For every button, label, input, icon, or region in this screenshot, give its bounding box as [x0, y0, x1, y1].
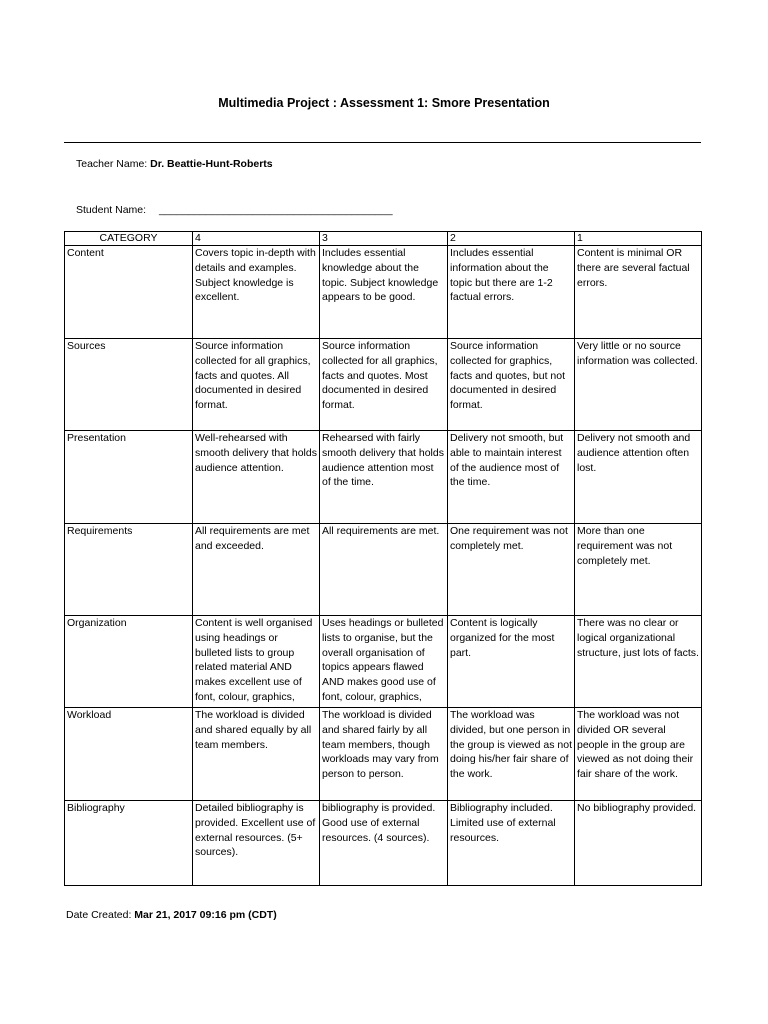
criteria-cell: Source information collected for all graphics, facts and quotes. All documented in desired format. [193, 339, 320, 431]
criteria-cell: Delivery not smooth and audience attention often lost. [575, 431, 702, 524]
category-cell: Content [65, 246, 193, 339]
criteria-cell [193, 616, 320, 708]
criteria-cell: Content is minimal OR there are several factual errors. [575, 246, 702, 339]
criteria-cell: No bibliography provided. [575, 801, 702, 886]
criteria-cell: All requirements are met and exceeded. [193, 524, 320, 616]
header-category: CATEGORY [65, 232, 193, 246]
criteria-cell: Bibliography included. Limited use of external resources. [448, 801, 575, 886]
student-name-blank: ________________________________________ [158, 204, 393, 216]
criteria-cell: The workload was not divided OR several people in the group are viewed as not doing their fair share of the work. [575, 708, 702, 801]
cell-text: Content is well organised using headings or bulleted lists to group related material AND makes excellent use of font, colour, graphics, [195, 617, 313, 703]
criteria-cell: The workload is divided and shared equally by all team members. [193, 708, 320, 801]
teacher-name-label: Teacher Name: [76, 158, 148, 170]
criteria-cell: More than one requirement was not completely met. [575, 524, 702, 616]
category-cell: Workload [65, 708, 193, 801]
date-created-line [66, 909, 277, 921]
criteria-cell: The workload is divided and shared fairly by all team members, though workloads may vary from person to person. [320, 708, 448, 801]
category-cell: Bibliography [65, 801, 193, 886]
criteria-cell: Delivery not smooth, but able to maintain interest of the audience most of the time. [448, 431, 575, 524]
table-row [65, 246, 702, 339]
header-score-3: 3 [320, 232, 448, 246]
cell-text: Uses headings or bulleted lists to organise, but the overall organisation of topics appears flawed AND makes good use of font, colour, graphics, [322, 617, 444, 703]
criteria-cell [448, 616, 575, 708]
cell-text: Organization [67, 617, 127, 629]
table-row [65, 708, 702, 801]
date-created-label: Date Created: [66, 909, 132, 921]
table-row [65, 801, 702, 886]
title-divider [64, 142, 701, 143]
criteria-cell: Includes essential knowledge about the topic. Subject knowledge appears to be good. [320, 246, 448, 339]
criteria-cell: Very little or no source information was collected. [575, 339, 702, 431]
cell-text: There was no clear or logical organizational structure, just lots of facts. [577, 617, 699, 659]
category-cell: Requirements [65, 524, 193, 616]
rubric-header-row [65, 232, 702, 246]
criteria-cell: Detailed bibliography is provided. Excellent use of external resources. (5+ sources). [193, 801, 320, 886]
criteria-cell: bibliography is provided. Good use of external resources. (4 sources). [320, 801, 448, 886]
student-name-label: Student Name: [76, 204, 147, 216]
cell-text: Content is logically organized for the most part. [450, 617, 555, 659]
criteria-cell: Rehearsed with fairly smooth delivery that holds audience attention most of the time. [320, 431, 448, 524]
category-cell [65, 616, 193, 708]
category-cell: Sources [65, 339, 193, 431]
header-score-2: 2 [448, 232, 575, 246]
criteria-cell: Well-rehearsed with smooth delivery that holds audience attention. [193, 431, 320, 524]
criteria-cell: Includes essential information about the topic but there are 1-2 factual errors. [448, 246, 575, 339]
student-name-line [76, 204, 393, 216]
criteria-cell: Source information collected for all graphics, facts and quotes. Most documented in desired format. [320, 339, 448, 431]
category-cell: Presentation [65, 431, 193, 524]
criteria-cell: One requirement was not completely met. [448, 524, 575, 616]
criteria-cell: Covers topic in-depth with details and examples. Subject knowledge is excellent. [193, 246, 320, 339]
teacher-name-line [76, 158, 273, 170]
teacher-name-value: Dr. Beattie-Hunt-Roberts [150, 158, 273, 170]
criteria-cell [320, 616, 448, 708]
date-created-value: Mar 21, 2017 09:16 pm (CDT) [134, 909, 277, 921]
criteria-cell: All requirements are met. [320, 524, 448, 616]
table-row [65, 431, 702, 524]
table-row [65, 524, 702, 616]
rubric-table [64, 231, 702, 886]
criteria-cell: The workload was divided, but one person in the group is viewed as not doing his/her fair share of the work. [448, 708, 575, 801]
table-row [65, 616, 702, 708]
criteria-cell: Source information collected for graphics, facts and quotes, but not documented in desired format. [448, 339, 575, 431]
criteria-cell [575, 616, 702, 708]
header-score-4: 4 [193, 232, 320, 246]
table-row [65, 339, 702, 431]
document-title: Multimedia Project : Assessment 1: Smore Presentation [218, 96, 550, 110]
header-score-1: 1 [575, 232, 702, 246]
